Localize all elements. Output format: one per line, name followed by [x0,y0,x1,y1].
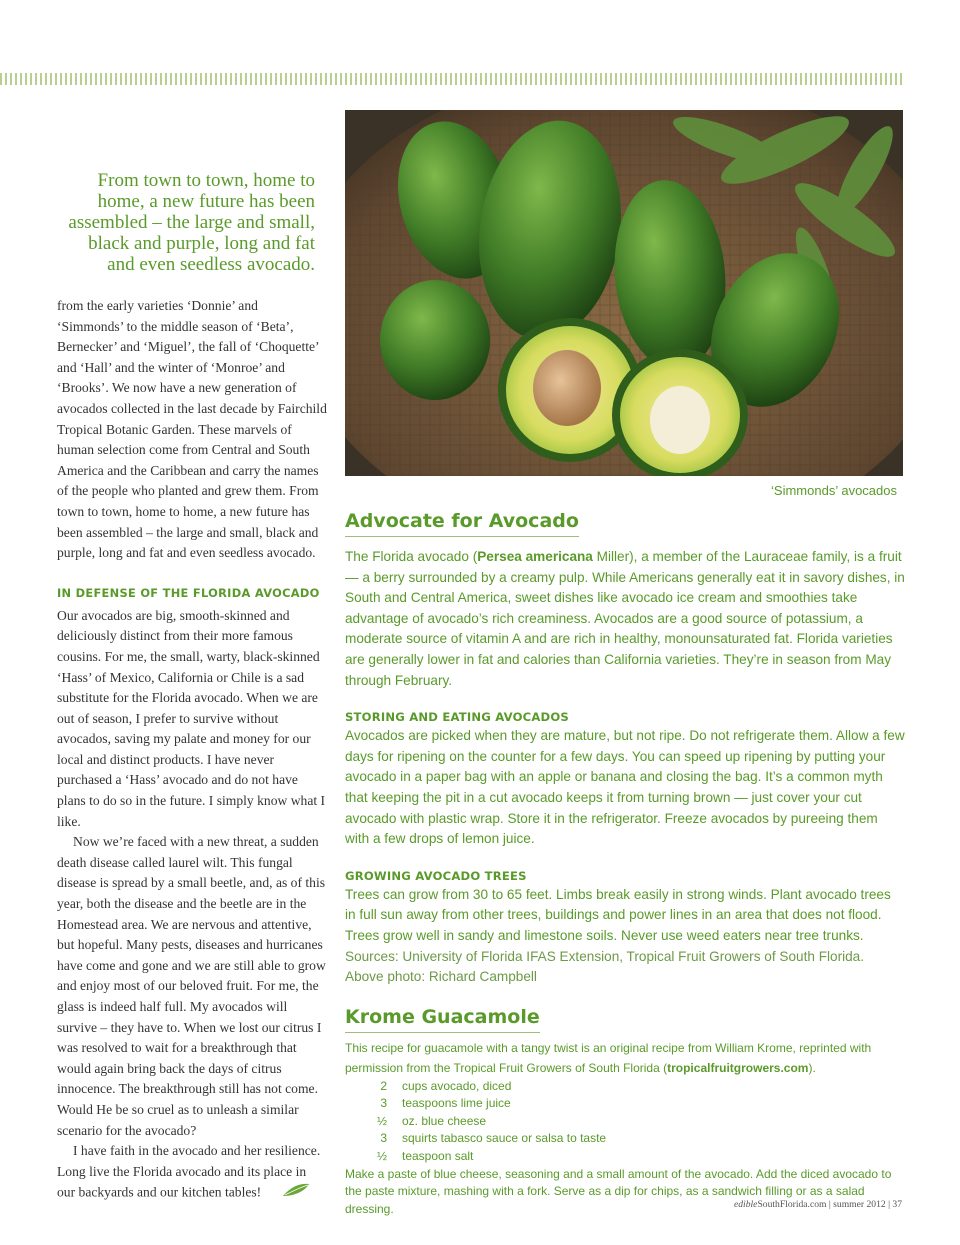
recipe-method: Make a paste of blue cheese, seasoning and a small amount of the avocado. Add the diced avocado to the paste mixture, mashing with a fork. Serve as a dip for chips, as a sandwich filling or as a salad dressing. [345,1166,892,1216]
ingredient-quantity: 3 [380,1096,387,1111]
pull-quote: From town to town, home to home, a new future has been assembled – the large and small, black and purple, long and fat and even seedless avocado. [68,170,315,275]
ingredient-name: teaspoons lime juice [402,1096,511,1111]
ingredient-item [345,1113,905,1131]
ingredient-item [345,1095,905,1113]
section-heading: IN DEFENSE OF THE FLORIDA AVOCADO [57,585,320,600]
storing-text: Avocados are picked when they are mature, but not ripe. Do not refrigerate them. Allow a few days for ripening on the counter for a few days. You can speed up ripening by putting your avocado in a paper bag with an apple or banana and closing the bag. It’s a common myth that keeping the pit in a cut avocado keeps it from turning brown — just cover your cut avocado with plastic wrap. Store it in the refrigerator. Freeze avocados by pureeing them with a few drops of lemon juice. [345,728,905,847]
avocado-photo [345,110,903,476]
article-paragraph: Now we’re faced with a new threat, a sudden death disease called laurel wilt. This fungal disease is spread by a small beetle, and, as of this year, both the disease and the beetle are in the Homestead area. We are nervous and attentive, but hopeful. Many pests, diseases and hurricanes have come and gone and we are still able to grow and enjoy most of our beloved fruit. For me, the glass is indeed half full. My avocados will survive – they have to. When we lost our citrus I was resolved to wait for a breakthrough that would again bring back the days of citrus innocence. The breakthrough still has not come. Would He be so cruel as to unleash a similar scenario for the avocado? [57,834,326,1138]
ingredient-name: teaspoon salt [402,1149,474,1164]
page-footer: edibleSouthFlorida.com | summer 2012 | 37 [733,1199,902,1210]
sidebar-title: Advocate for Avocado [345,508,579,537]
ingredient-item [345,1148,905,1166]
leaf-end-mark-icon [265,1182,311,1205]
ingredient-quantity: ½ [376,1149,387,1164]
article-paragraph: Our avocados are big, smooth-skinned and deliciously distinct from their more famous cousins. For me, the small, warty, black-skinned ‘Hass’ of Mexico, California or Chile is a sad substitute for the Florida avocado. When we are out of season, I prefer to survive without avocados, saving my palate and money for our local and distinct products. I have never purchased a ‘Hass’ avocado and do not have plans to do so in the future. I simply know what I like. [57,607,326,829]
ingredient-name: cups avocado, diced [402,1078,512,1093]
sidebar-column [345,508,905,1218]
growing-heading: GROWING AVOCADO TREES [345,868,527,883]
scientific-name: Persea americana [477,549,593,564]
photo-caption: ‘Simmonds’ avocados [771,483,897,498]
sidebar-intro: The Florida avocado (Persea americana Miller), a member of the Lauraceae family, is a fruit — a berry surrounded by a creamy pulp. While Americans generally eat it in savory dishes, in South and Central America, sweet dishes like avocado ice cream and smoothies take advantage of avocado’s rich creaminess. Avocados are a good source of potassium, a moderate source of vitamin A and are rich in healthy, monounsaturated fat. Florida varieties are generally lower in fat and calories than California varieties. They’re in season from May through February. [345,549,905,688]
storing-heading: STORING AND EATING AVOCADOS [345,710,569,725]
ingredient-item [345,1078,905,1096]
article-paragraph: from the early varieties ‘Donnie’ and ‘Simmonds’ to the middle season of ‘Beta’, Bernecker’ and ‘Miguel’, the fall of ‘Choquette’ and ‘Hall’ and the winter of ‘Monroe’ and ‘Brooks’. We now have a new generation of avocados collected in the last decade by Fairchild Tropical Botanic Garden. These marvels of human selection come from Central and South America and the Caribbean and carry the names of the people who planted and grew them. From town to town, home to home, a new future has been assembled – the large and small, black and purple, long and fat and even seedless avocado. [57,298,327,561]
ingredient-name: oz. blue cheese [402,1113,487,1128]
decorative-top-rule [0,73,905,85]
growing-text: Trees can grow from 30 to 65 feet. Limbs break easily in strong winds. Plant avocado trees in full sun away from other trees, buildings and power lines in an area that does not flood. Trees grow well in sandy and limestone soils. Never use weed eaters near tree trunks. [345,886,891,943]
sources-note: Sources: University of Florida IFAS Extension, Tropical Fruit Growers of South Florida. Above photo: Richard Campbell [345,948,865,985]
ingredient-name: squirts tabasco sauce or salsa to taste [402,1131,607,1146]
main-article-column [57,296,327,1205]
recipe-title: Krome Guacamole [345,1004,540,1033]
ingredient-item [345,1130,905,1148]
recipe-intro: This recipe for guacamole with a tangy twist is an original recipe from William Krome, reprinted with permission from the Tropical Fruit Growers of South Florida (tropicalfruitgrowers.com). [345,1040,872,1075]
ingredient-quantity: 3 [380,1131,387,1146]
ingredient-list [345,1078,905,1166]
recipe-link[interactable]: tropicalfruitgrowers.com [667,1060,809,1075]
ingredient-quantity: 2 [380,1078,387,1093]
article-paragraph-closing: I have faith in the avocado and her resilience. Long live the Florida avocado and its place in our backyards and our kitchen tables! [57,1141,327,1205]
ingredient-quantity: ½ [376,1113,387,1128]
